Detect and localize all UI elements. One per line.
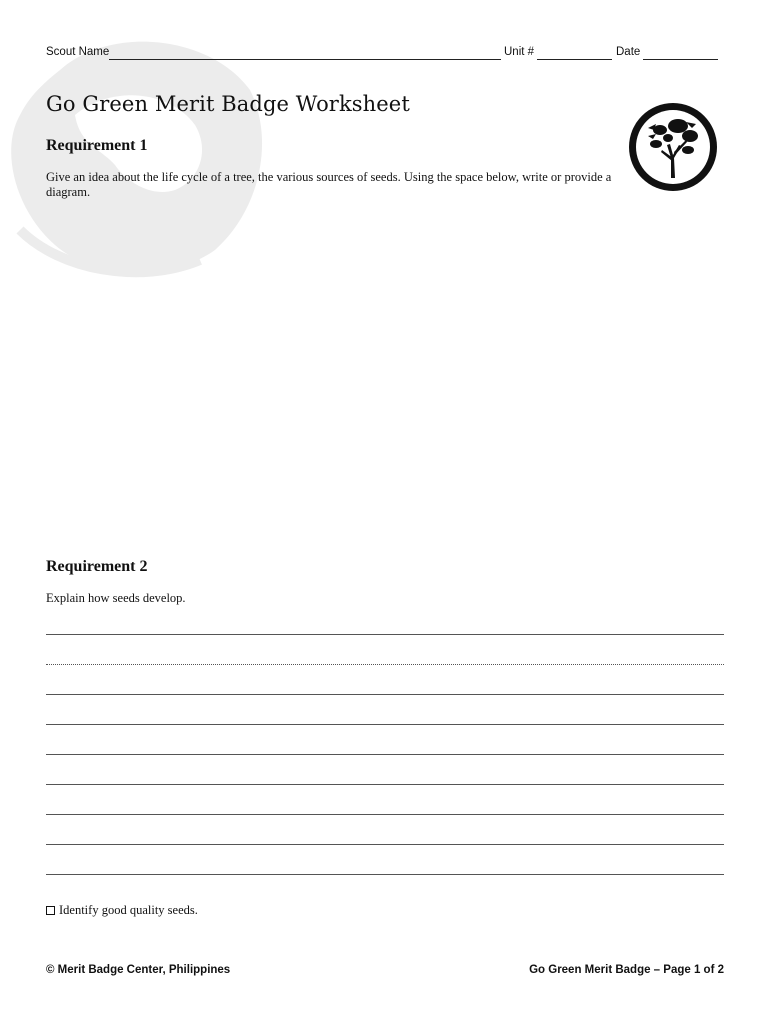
- scout-name-label: Scout Name: [46, 46, 110, 58]
- footer-page-info: Go Green Merit Badge – Page 1 of 2: [529, 964, 724, 976]
- tree-emblem-icon: [626, 100, 720, 194]
- checklist-item: [46, 903, 198, 918]
- answer-line[interactable]: [46, 694, 724, 695]
- answer-line[interactable]: [46, 844, 724, 845]
- answer-line[interactable]: [46, 754, 724, 755]
- checklist-item-label: Identify good quality seeds.: [59, 903, 198, 917]
- requirement-1-instructions: Give an idea about the life cycle of a tree, the various sources of seeds. Using the space below, write or provide a diagram.: [46, 170, 612, 199]
- answer-line[interactable]: [46, 784, 724, 785]
- unit-label: Unit #: [504, 46, 535, 58]
- requirement-2-answer-lines[interactable]: [46, 634, 724, 904]
- answer-line[interactable]: [46, 874, 724, 875]
- date-label: Date: [616, 46, 641, 58]
- scout-name-field[interactable]: [109, 59, 501, 60]
- answer-line[interactable]: [46, 814, 724, 815]
- answer-line[interactable]: [46, 724, 724, 725]
- footer-copyright: © Merit Badge Center, Philippines: [46, 964, 231, 976]
- answer-line[interactable]: [46, 634, 724, 635]
- requirement-2-instructions: Explain how seeds develop.: [46, 591, 186, 605]
- page-title: Go Green Merit Badge Worksheet: [46, 92, 410, 116]
- date-field[interactable]: [643, 59, 718, 60]
- answer-line[interactable]: [46, 664, 724, 665]
- requirement-2-heading: Requirement 2: [46, 558, 148, 575]
- checkbox-icon[interactable]: [46, 906, 55, 915]
- header-fields: [46, 46, 720, 62]
- requirement-1-heading: Requirement 1: [46, 137, 148, 154]
- requirement-1-answer-area[interactable]: [46, 214, 720, 544]
- unit-field[interactable]: [537, 59, 612, 60]
